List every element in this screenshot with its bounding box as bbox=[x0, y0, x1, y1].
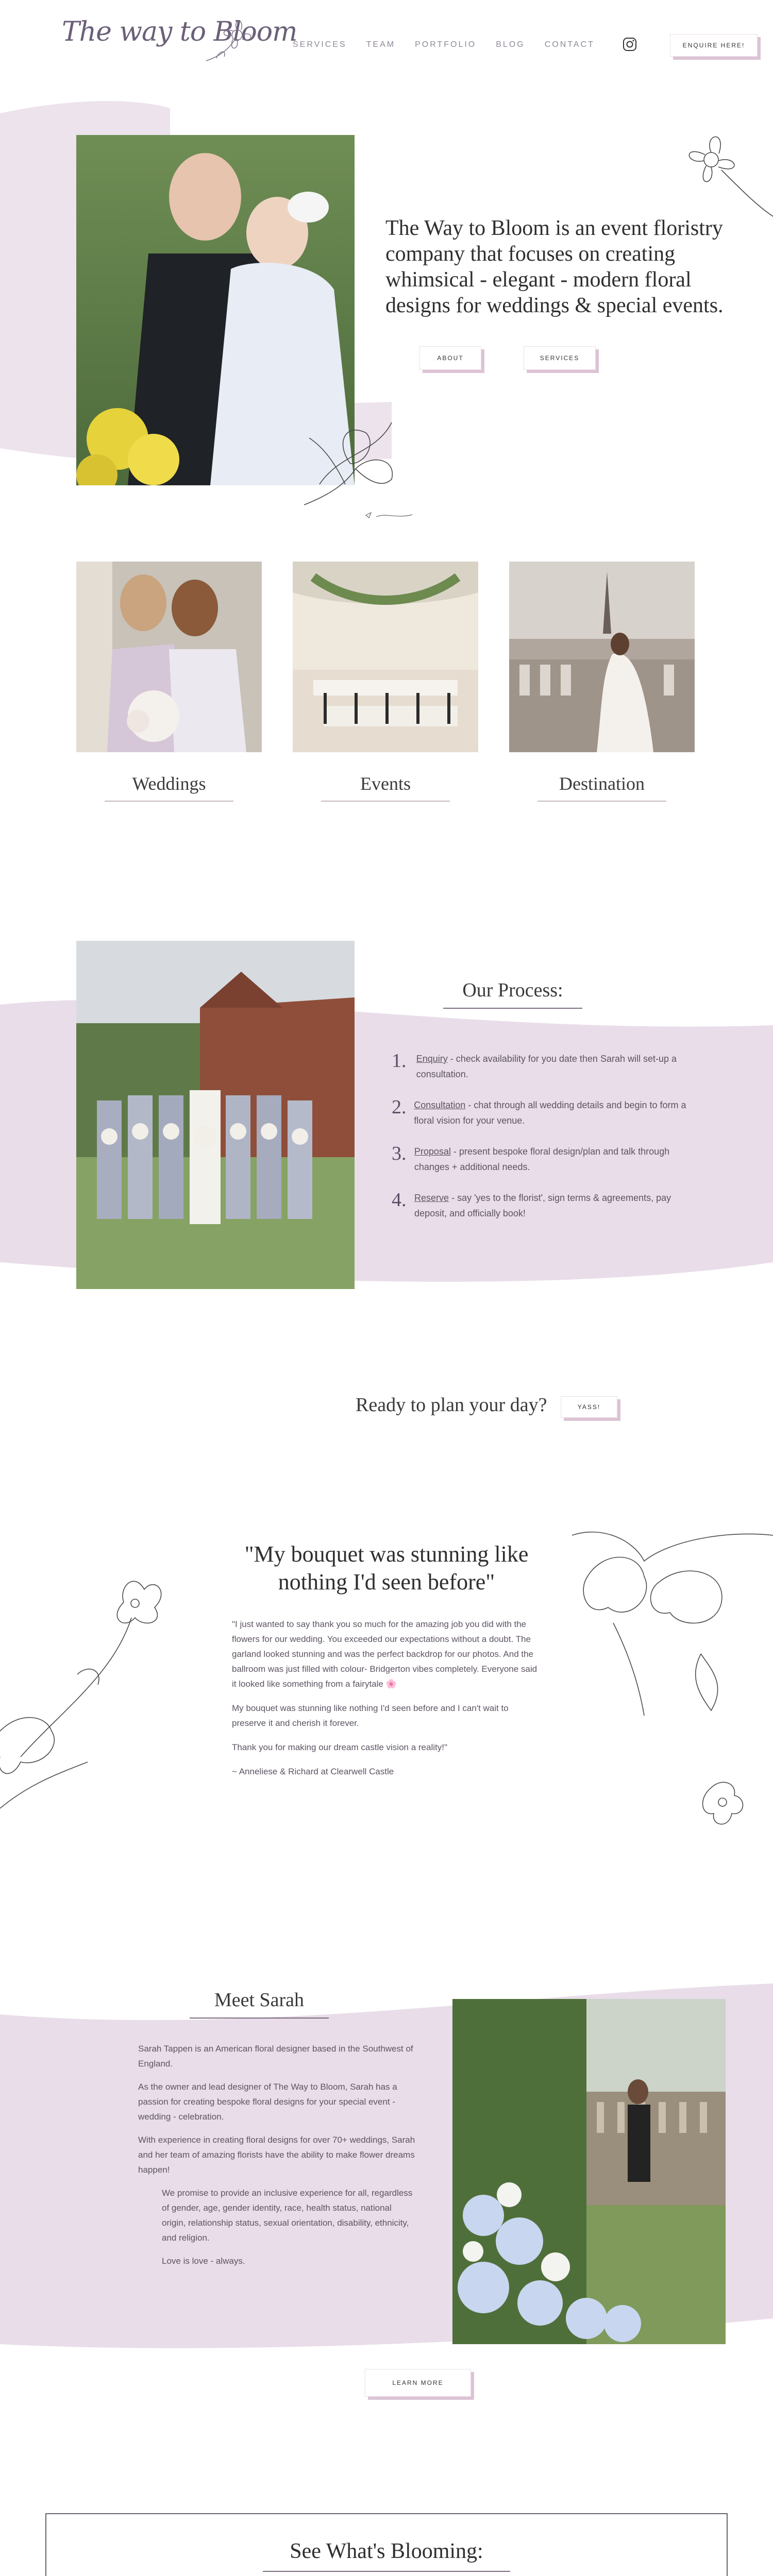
nav-portfolio[interactable]: PORTFOLIO bbox=[415, 40, 477, 49]
testimonial-signature: ~ Anneliese & Richard at Clearwell Castle bbox=[232, 1767, 394, 1776]
site-logo[interactable]: The way to Bloom bbox=[62, 16, 297, 47]
inclusion-pledge: We promise to provide an inclusive experience for all, regardless of gender, age, gender identity, race, health status, national origin, relationship status, sexual orientation, disability, ethnicity, and religion. bbox=[162, 2188, 413, 2243]
process-step bbox=[392, 1097, 701, 1128]
destination-photo[interactable] bbox=[509, 562, 695, 752]
testimonial-title: "My bouquet was stunning like nothing I'd seen before" bbox=[244, 1541, 529, 1595]
nav-contact[interactable]: CONTACT bbox=[544, 40, 595, 49]
process-step bbox=[392, 1144, 701, 1175]
destination-link[interactable]: Destination bbox=[537, 773, 666, 802]
process-step bbox=[392, 1190, 701, 1221]
step-text: Consultation - chat through all wedding details and begin to form a floral vision for your venue. bbox=[414, 1100, 686, 1126]
testimonial-paragraph: "I just wanted to say thank you so much for the amazing job you did with the flowers for our wedding. You exceeded our expectations without a doubt. The garland looked stunning and was the perfect backdrop for our photos. And the ballroom was just filled with colour- Bridgerton vibes completely. Everyone said it looked like something from a fairytale 🌸 bbox=[232, 1619, 537, 1689]
events-link[interactable]: Events bbox=[321, 773, 450, 802]
step-link-reserve[interactable]: Reserve bbox=[414, 1193, 449, 1203]
nav-services[interactable]: SERVICES bbox=[293, 40, 347, 49]
step-number: 4. bbox=[392, 1189, 407, 1211]
hero-flower-illustration-icon bbox=[654, 113, 773, 222]
nav-team[interactable]: TEAM bbox=[366, 40, 396, 49]
instagram-title: See What's Blooming: bbox=[263, 2539, 510, 2572]
events-photo[interactable] bbox=[293, 562, 478, 752]
hero-lily-illustration-icon bbox=[289, 392, 423, 526]
meet-sarah-title: Meet Sarah bbox=[190, 1989, 329, 2019]
testimonial-paragraph: Thank you for making our dream castle vision a reality!" bbox=[232, 1742, 447, 1752]
step-link-proposal[interactable]: Proposal bbox=[414, 1146, 451, 1157]
enquire-here-button[interactable]: ENQUIRE HERE! bbox=[670, 34, 758, 57]
bio-paragraph: As the owner and lead designer of The Way to Bloom, Sarah has a passion for creating bespoke floral designs for your special event - wedding - celebration. bbox=[138, 2082, 397, 2122]
instagram-icon[interactable] bbox=[623, 37, 637, 52]
step-number: 2. bbox=[392, 1096, 407, 1118]
step-link-consultation[interactable]: Consultation bbox=[414, 1100, 466, 1110]
testimonial-paragraph: My bouquet was stunning like nothing I'd seen before and I can't wait to preserve it and cherish it forever. bbox=[232, 1703, 509, 1728]
flower-logo-icon bbox=[201, 9, 268, 66]
yass-button[interactable]: YASS! bbox=[561, 1396, 617, 1418]
bio-paragraph: Sarah Tappen is an American floral designer based in the Southwest of England. bbox=[138, 2044, 413, 2069]
step-text: Enquiry - check availability for you date then Sarah will set-up a consultation. bbox=[416, 1054, 677, 1079]
step-text: Reserve - say 'yes to the florist', sign terms & agreements, pay deposit, and officially book! bbox=[414, 1193, 671, 1218]
left-flower-illustration-icon bbox=[0, 1540, 170, 1850]
testimonial-body bbox=[232, 1617, 541, 1788]
weddings-link[interactable]: Weddings bbox=[105, 773, 233, 802]
process-step bbox=[392, 1051, 701, 1082]
sarah-photo bbox=[452, 1999, 726, 2344]
love-is-love: Love is love - always. bbox=[162, 2256, 245, 2266]
hero-tagline: The Way to Bloom is an event floristry company that focuses on creating whimsical - elegant - modern floral designs for weddings & special events. bbox=[385, 216, 724, 317]
services-button[interactable]: SERVICES bbox=[524, 346, 596, 370]
right-flower-illustration-icon bbox=[557, 1520, 773, 1850]
step-number: 3. bbox=[392, 1143, 407, 1164]
main-nav bbox=[293, 40, 595, 49]
learn-more-button[interactable]: LEARN MORE bbox=[365, 2369, 471, 2397]
bio-paragraph: With experience in creating floral designs for over 70+ weddings, Sarah and her team of amazing florists have the ability to make flower dreams happen! bbox=[138, 2135, 415, 2175]
about-button[interactable]: ABOUT bbox=[419, 346, 481, 370]
sparkle-icon bbox=[356, 507, 423, 523]
nav-blog[interactable]: BLOG bbox=[496, 40, 525, 49]
step-number: 1. bbox=[392, 1050, 407, 1072]
sarah-bio bbox=[138, 2041, 416, 2277]
step-text: Proposal - present bespoke floral design/plan and talk through changes + additional needs. bbox=[414, 1146, 670, 1172]
process-title: Our Process: bbox=[443, 979, 582, 1009]
weddings-photo[interactable] bbox=[76, 562, 262, 752]
bridal-party-photo bbox=[76, 941, 355, 1289]
plan-question: Ready to plan your day? bbox=[356, 1394, 547, 1416]
step-link-enquiry[interactable]: Enquiry bbox=[416, 1054, 448, 1064]
